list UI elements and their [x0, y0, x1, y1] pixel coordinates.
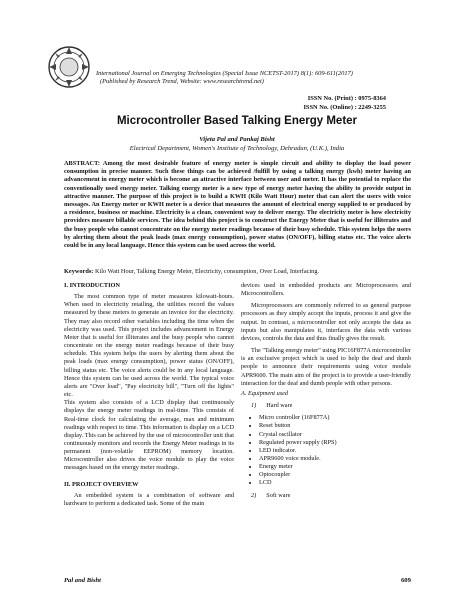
- list-item: • Regulated power supply (RPS): [259, 439, 411, 447]
- software-enum: [251, 492, 411, 500]
- list-item: • Optocoupler: [259, 471, 411, 479]
- list-item: • LED indicator.: [259, 447, 411, 455]
- subsection-heading-equipment: A. Equipment used: [241, 389, 289, 397]
- issn-online: ISSN No. (Online) : 2249-3255: [303, 104, 386, 111]
- paper-title: Microcontroller Based Talking Energy Meter: [116, 115, 358, 127]
- issn-block: [303, 94, 386, 112]
- journal-citation-line1: International Journal on Emerging Technologies (Special Issue NCETST-2017) 8(1): 609-611(2017): [96, 70, 353, 77]
- list-item: • Reset button: [259, 422, 411, 430]
- page-number: 609: [401, 577, 411, 584]
- hardware-number: 1): [251, 402, 257, 410]
- section-heading-overview: II. PROJECT OVERVIEW: [64, 480, 139, 488]
- hardware-list: [241, 414, 411, 487]
- issn-print: ISSN No. (Print) : 0975-8364: [307, 95, 386, 102]
- overview-paragraph-3: The "Talking energy meter" using PIC16F877A microcontroller is an exclusive project which is used to help the deaf and dumb people to announce their requirements using voice module APR9600. The main aim of the project is to provide a user-friendly interaction for the deaf and dumb people with other persons.: [241, 347, 411, 387]
- intro-paragraph-1: The most common type of meter measures kilowatt-hours. When used in electricity retailing, the utilities record the values measured by these meters to generate an invoice for the electricity. They may also record other variables including the time when the electricity was used. This project includes advancement in Energy Meter that is useful for illiterates and the busy people who cannot concentrate on the energy meter readings because of their busy schedule. This system helps the users by alerting them about the peak loads (max energy consumption), power status (ON/OFF), billing status etc. The voice alerts could be in any local language. Hence this system can be used across the world. The typical voice alerts are "Over load", "Pay electricity bill", "Turn off the lights" etc.: [64, 293, 234, 399]
- paper-affiliation: Electrical Department, Women's Institute of Technology, Dehradun, (U.K.), India: [129, 145, 345, 152]
- hardware-enum: [251, 402, 411, 410]
- keywords-text: Kilo Watt Hour, Talking Energy Meter, Electricity, consumption, Over Load, Interfacing.: [94, 268, 320, 275]
- list-item: • APR9600 voice module.: [259, 455, 411, 463]
- paper-authors: Vijeta Pal and Pankaj Bisht: [199, 136, 275, 143]
- hardware-label: Hard ware: [266, 402, 293, 410]
- left-column: [64, 282, 234, 508]
- abstract: ABSTRACT: Among the most desirable feature of energy meter is simple circuit and ability to display the load power consumption in precise manner. Such these things can be achieved /fulfill by using a talking energy (kwh) meter having an advancement in energy meter which is become an attractive interface between user and meter. It has the potential to replace the conventionally used energy meter. Talking energy meter is a new type of energy meter having the ability to provide output in attractive manner. The purpose of this project is to build a KWH (Kilo Watt Hour) meter that can alert the users with voice messages. An Energy meter or KWH meter is a device that measures the amount of electrical energy supplied to or produced by a residence, business or machine. Electricity is a clean, convenient way to deliver energy. The electricity meter is how electricity providers measure billable services. The idea behind this project is to construct the Energy Meter that is useful for illiterates and the busy people who cannot concentrate on the energy meter readings because of their busy schedule. This system helps the users by alerting them about the peak loads (max energy consumption), power status (ON/OFF), billing status etc. The voice alerts could be in any local language. Hence this system can be used across the world.: [64, 160, 411, 250]
- software-number: 2): [251, 491, 257, 499]
- overview-paragraph-1-continued: devices used in embedded products are Microprocessors and Microcontrollers.: [241, 282, 411, 298]
- list-item: • Energy meter: [259, 463, 411, 471]
- keywords: [64, 268, 411, 276]
- software-label: Soft ware: [266, 491, 291, 499]
- section-heading-introduction: I. INTRODUCTION: [64, 282, 120, 289]
- intro-paragraph-2: This system also consists of a LCD display that continuously displays the energy meter readings in real-time. This consists of Real-time clock for calculating the average, max and minimum readings with respect to time. This information is display on a LCD display. This can be achieved by the use of microcontroller unit that continuously monitors and records the Energy Meter readings in its permanent (non-volatile EEPROM) memory location. Microcontroller also drives the voice module to play the voice messages based on the energy meter readings.: [64, 399, 234, 472]
- list-item: • Crystal oscillator: [259, 431, 411, 439]
- keywords-label: Keywords:: [64, 268, 94, 275]
- journal-logo-icon: [46, 44, 92, 90]
- overview-paragraph-1: An embedded system is a combination of software and hardware to perform a dedicated task. Some of the main: [64, 491, 234, 507]
- list-item: • Micro controller (16F877A): [259, 414, 411, 422]
- journal-citation: [96, 70, 426, 86]
- overview-paragraph-2: Microprocessors are commonly referred to as general purpose processors as they simply accept the inputs, process it and give the output. In contrast, a microcontroller not only accepts the data as inputs but also manipulates it, interfaces the data with various devices, controls the data and thus finally gives the result.: [241, 302, 411, 342]
- list-item: • LCD: [259, 479, 411, 487]
- journal-citation-line2: (Published by Research Trend, Website: www.researchtrend.net): [100, 78, 264, 86]
- right-column: [241, 282, 411, 504]
- footer-authors: Pal and Bisht: [64, 577, 102, 584]
